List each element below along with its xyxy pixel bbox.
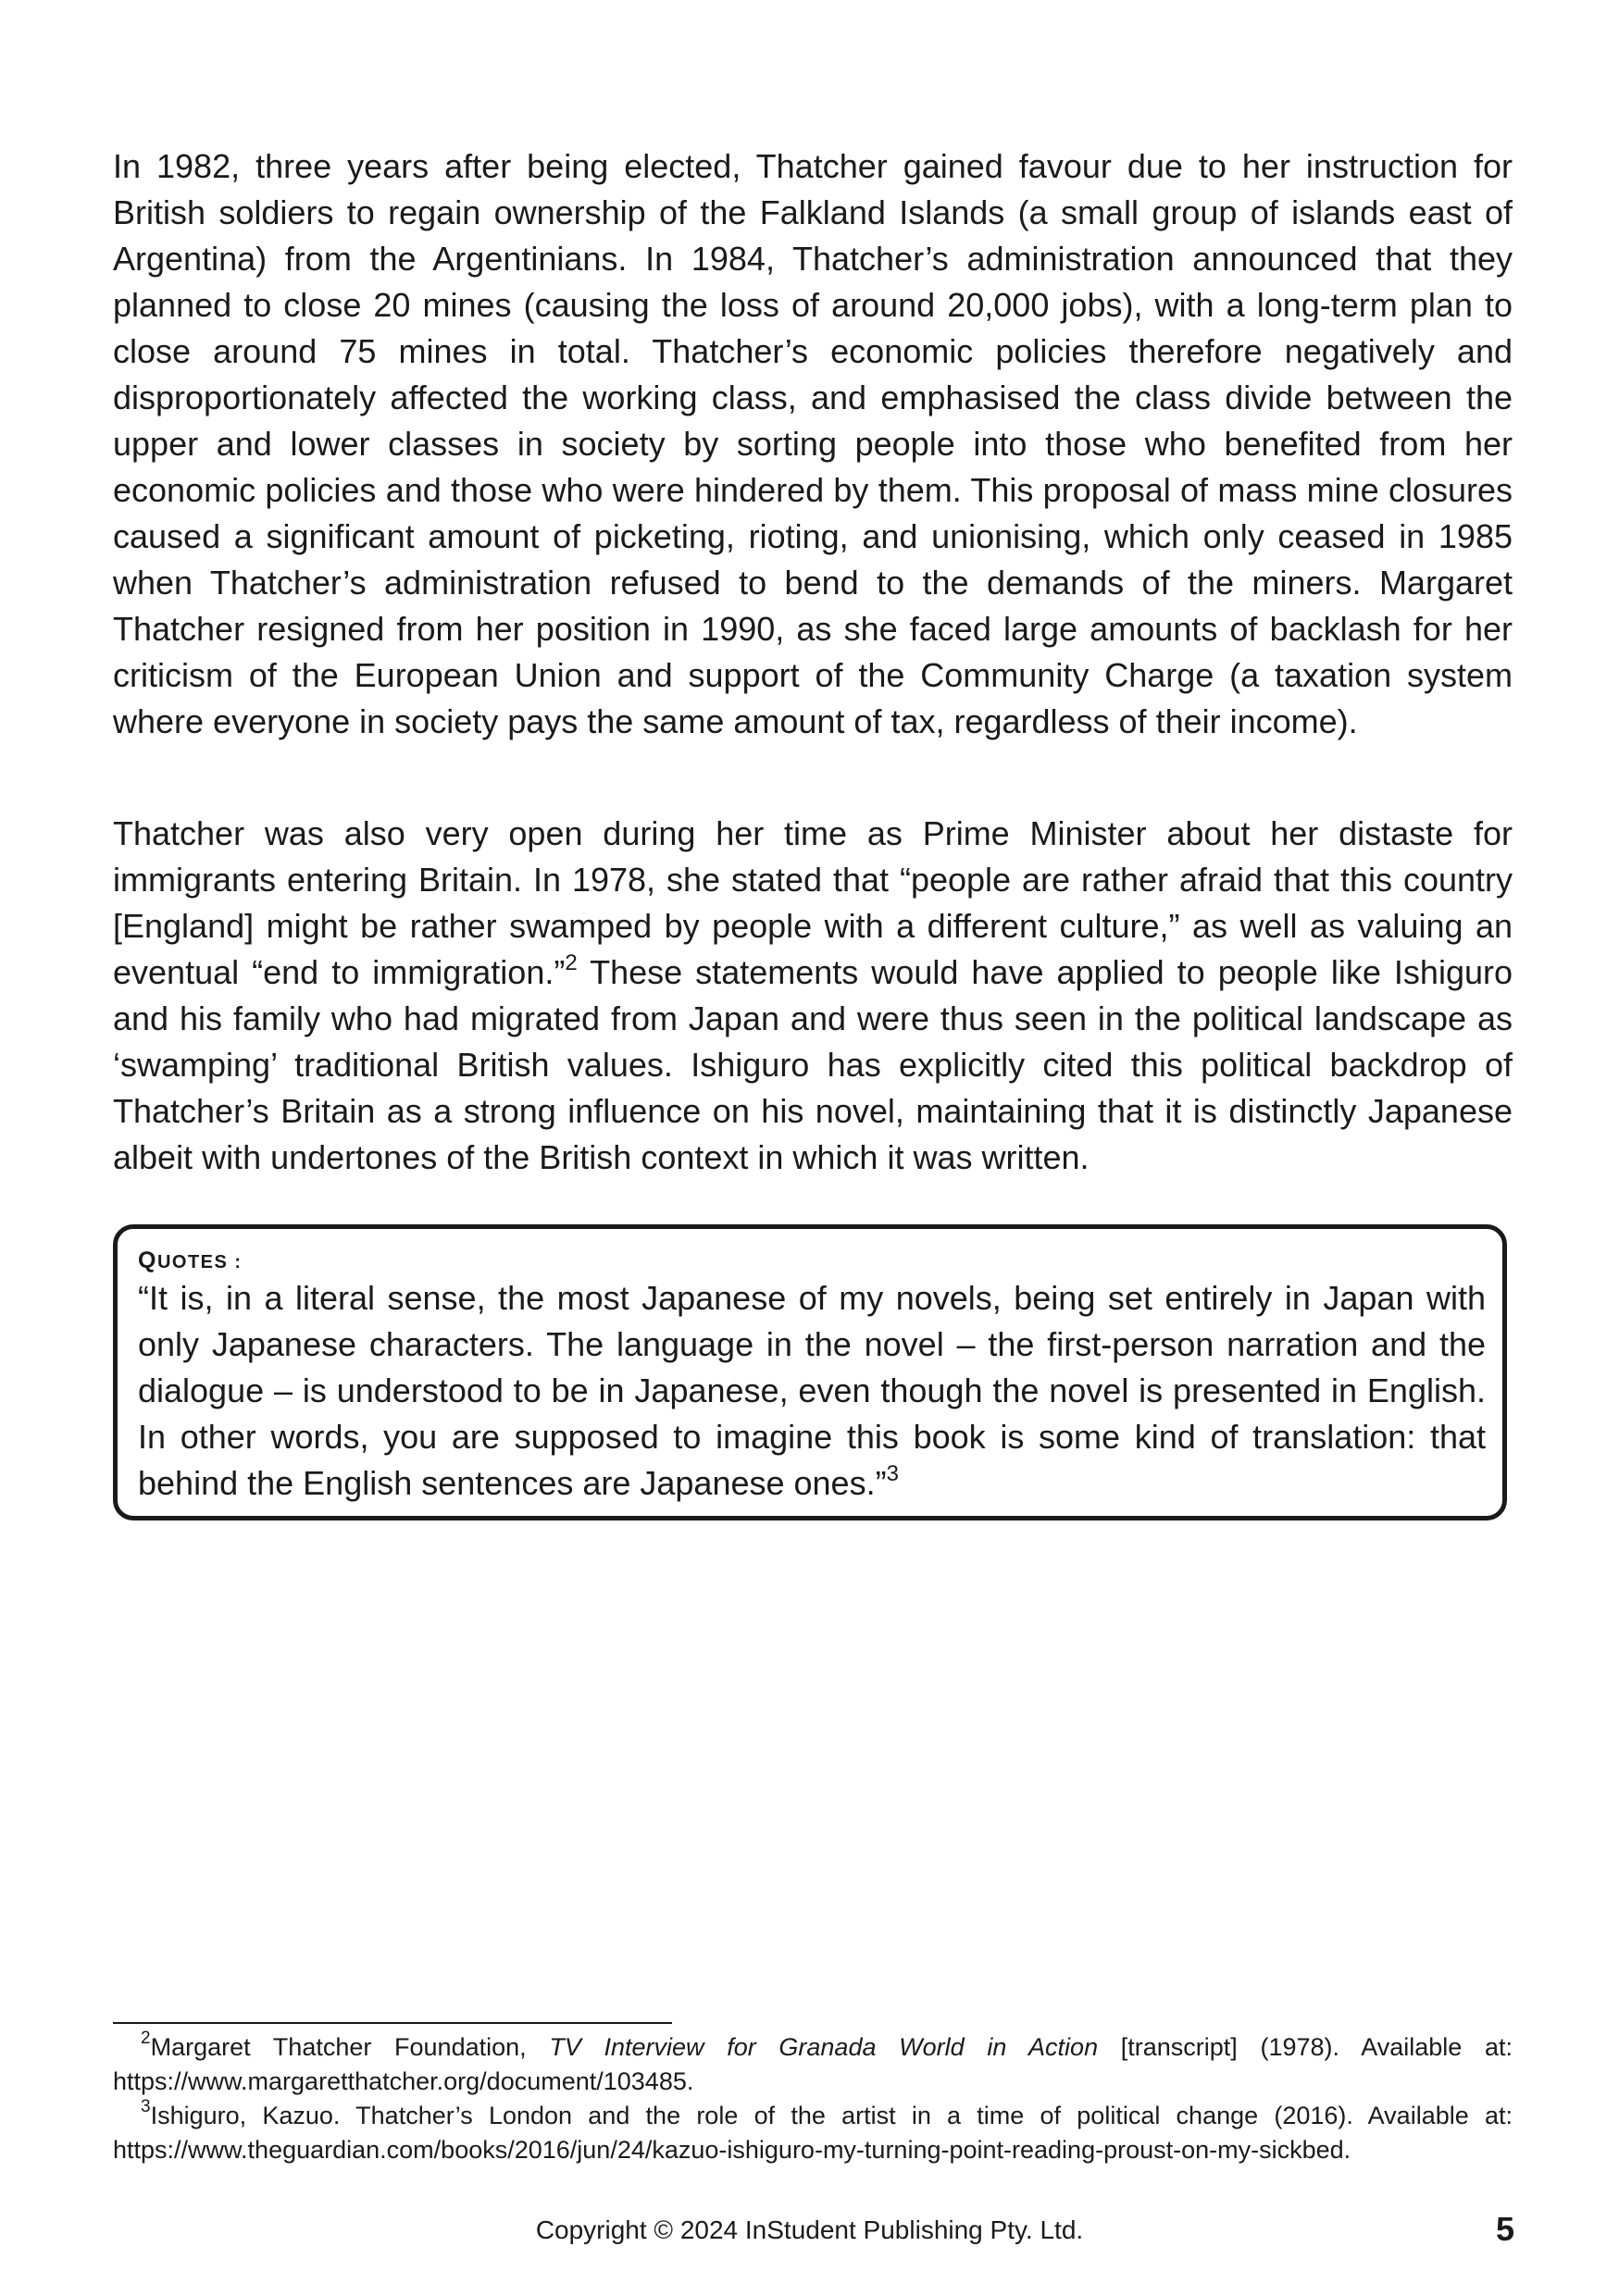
body-paragraph-2 [113,811,1513,1181]
quote-box [113,1224,1507,1520]
footnote-3 [113,2099,1513,2167]
footnote-number-3: 3 [141,2097,151,2116]
quote-text [138,1275,1486,1507]
footnote-number-2: 2 [141,2029,151,2048]
footnote-2-title: TV Interview for Granada World in Action [549,2033,1099,2061]
body-paragraph-1: In 1982, three years after being elected, Thatcher gained favour due to her instruction for British soldiers to regain ownership of the Falkland Islands (a small group of islands east of Argentina) from the Argentinians. In 1984, Thatcher’s administration announced that they planned to close 20 mines (causing the loss of around 20,000 jobs), with a long-term plan to close around 75 mines in total. Thatcher’s economic policies therefore negatively and disproportionately affected the working class, and emphasised the class divide between the upper and lower classes in society by sorting people into those who benefited from her economic policies and those who were hindered by them. This proposal of mass mine closures caused a significant amount of picketing, rioting, and unionising, which only ceased in 1985 when Thatcher’s administration refused to bend to the demands of the miners. Margaret Thatcher resigned from her position in 1990, as she faced large amounts of backlash for her criticism of the European Union and support of the Community Charge (a taxation system where everyone in society pays the same amount of tax, regardless of their income). [113,147,1513,740]
quote-label-initial: Q [138,1247,157,1273]
copyright-notice: Copyright © 2024 InStudent Publishing Pty. Ltd. [535,2215,1084,2244]
footnote-reference-3[interactable]: 3 [886,1461,899,1486]
quote-body: “It is, in a literal sense, the most Japanese of my novels, being set entirely in Japan with only Japanese characters. The language in the novel – the first-person narration and the dialogue – is understood to be in Japanese, even though the novel is presented in English. In other words, you are supposed to imagine this book is some kind of translation: that behind the English sentences are Japanese ones.” [138,1279,1486,1502]
footnote-2 [113,2030,1513,2099]
quote-box-label [138,1247,243,1274]
paragraph-2-text-after: These statements would have applied to people like Ishiguro and his family who had migrated from Japan and were thus seen in the political landscape as ‘swamping’ traditional British values. Ishiguro has explicitly cited this political backdrop of Thatcher’s Britain as a strong influence on his novel, maintaining that it is distinctly Japanese albeit with undertones of the British context in which it was written. [113,953,1513,1176]
footnote-2-text-before: Margaret Thatcher Foundation, [150,2033,550,2061]
page-number: 5 [1495,2210,1514,2248]
footnote-2-text-after: [transcript] (1978). Available at: https://www.margaretthatcher.org/document/103485. [113,2033,1513,2095]
quote-label-rest: UOTES : [156,1252,243,1272]
footnote-divider [113,2022,672,2024]
footnote-3-text: Ishiguro, Kazuo. Thatcher’s London and the role of the artist in a time of political change (2016). Available at: https://www.theguardian.com/books/2016/jun/24/kazuo-ishiguro-my-turning-point-reading-proust-on-my-sickbed. [113,2102,1513,2164]
footnote-reference-2[interactable]: 2 [565,950,578,975]
paragraph-2-text-before: Thatcher was also very open during her time as Prime Minister about her distaste for immigrants entering Britain. In 1978, she stated that “people are rather afraid that this country [England] might be rather swamped by people with a different culture,” as well as valuing an eventual “end to immigration.” [113,814,1513,991]
